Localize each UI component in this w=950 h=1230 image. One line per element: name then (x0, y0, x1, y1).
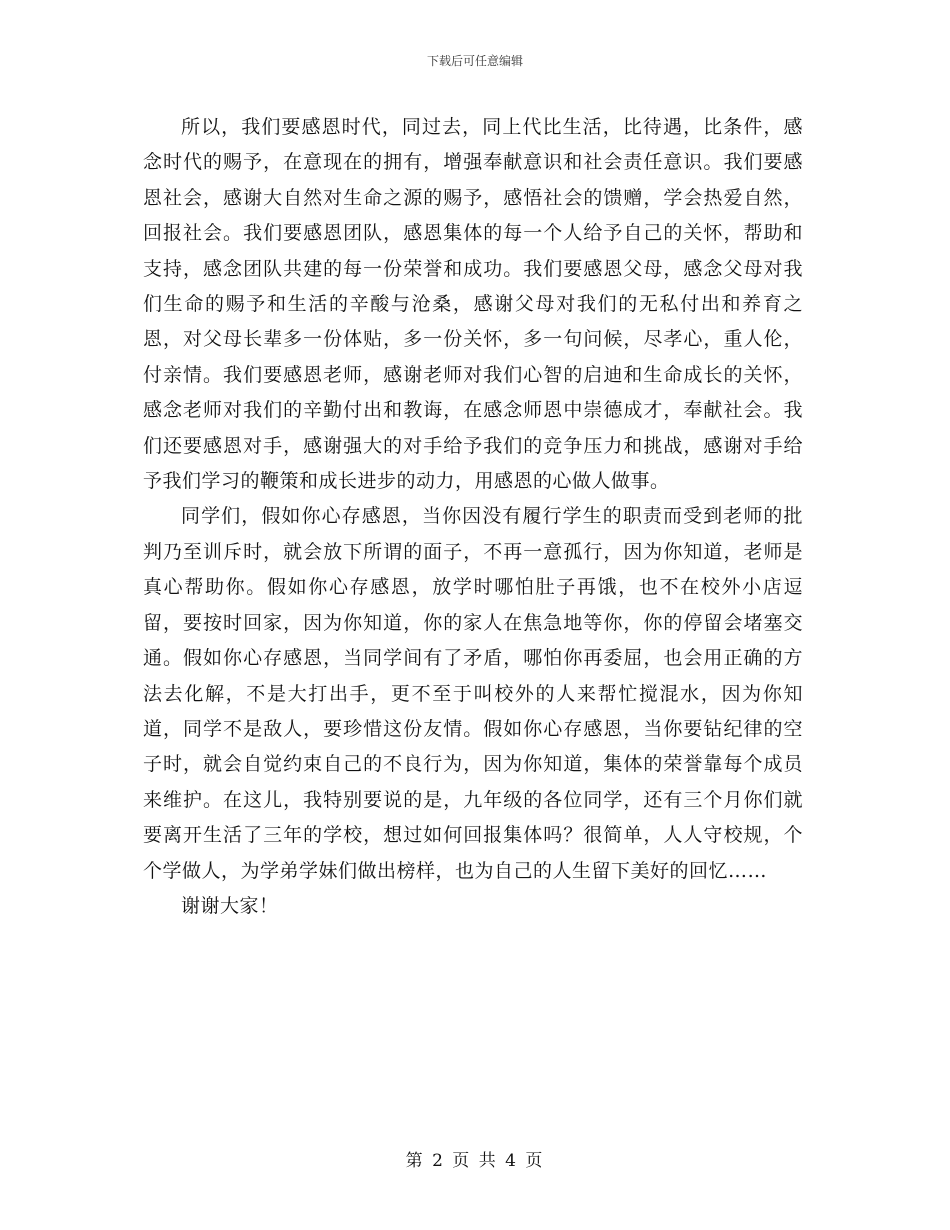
closing-line: 谢谢大家！ (181, 894, 279, 917)
paragraph-students-address: 同学们，假如你心存感恩，当你因没有履行学生的职责而受到老师的批判乃至训斥时，就会放下所谓的面子，不再一意孤行，因为你知道，老师是真心帮助你。假如你心存感恩，放学时哪怕肚子再饿，也不在校外小店逗留，要按时回家，因为你知道，你的家人在焦急地等你，你的停留会堵塞交通。假如你心存感恩，当同学间有了矛盾，哪怕你再委屈，也会用正确的方法去化解，不是大打出手，更不至于叫校外的人来帮忙搅混水，因为你知道，同学不是敌人，要珍惜这份友情。假如你心存感恩，当你要钻纪律的空子时，就会自觉约束自己的不良行为，因为你知道，集体的荣誉靠每个成员来维护。在这儿，我特别要说的是，九年级的各位同学，还有三个月你们就要离开生活了三年的学校，想过如何回报集体吗？很简单，人人守校规，个个学做人，为学弟学妹们做出榜样，也为自己的人生留下美好的回忆…… (143, 505, 803, 882)
document-body (143, 110, 803, 924)
page-header: 下载后可任意编辑 (426, 54, 523, 68)
page-number-footer: 第 2 页 共 4 页 (405, 1151, 545, 1171)
paragraph-gratitude-list: 所以，我们要感恩时代，同过去，同上代比生活，比待遇，比条件，感念时代的赐予，在意现在的拥有，增强奉献意识和社会责任意识。我们要感恩社会，感谢大自然对生命之源的赐予，感悟社会的馈赠，学会热爱自然，回报社会。我们要感恩团队，感恩集体的每一个人给予自己的关怀，帮助和支持，感念团队共建的每一份荣誉和成功。我们要感恩父母，感念父母对我们生命的赐予和生活的辛酸与沧桑，感谢父母对我们的无私付出和养育之恩，对父母长辈多一份体贴，多一份关怀，多一句问候，尽孝心，重人伦，付亲情。我们要感恩老师，感谢老师对我们心智的启迪和生命成长的关怀，感念老师对我们的辛勤付出和教诲，在感念师恩中崇德成才，奉献社会。我们还要感恩对手，感谢强大的对手给予我们的竞争压力和挑战，感谢对手给予我们学习的鞭策和成长进步的动力，用感恩的心做人做事。 (143, 116, 803, 493)
